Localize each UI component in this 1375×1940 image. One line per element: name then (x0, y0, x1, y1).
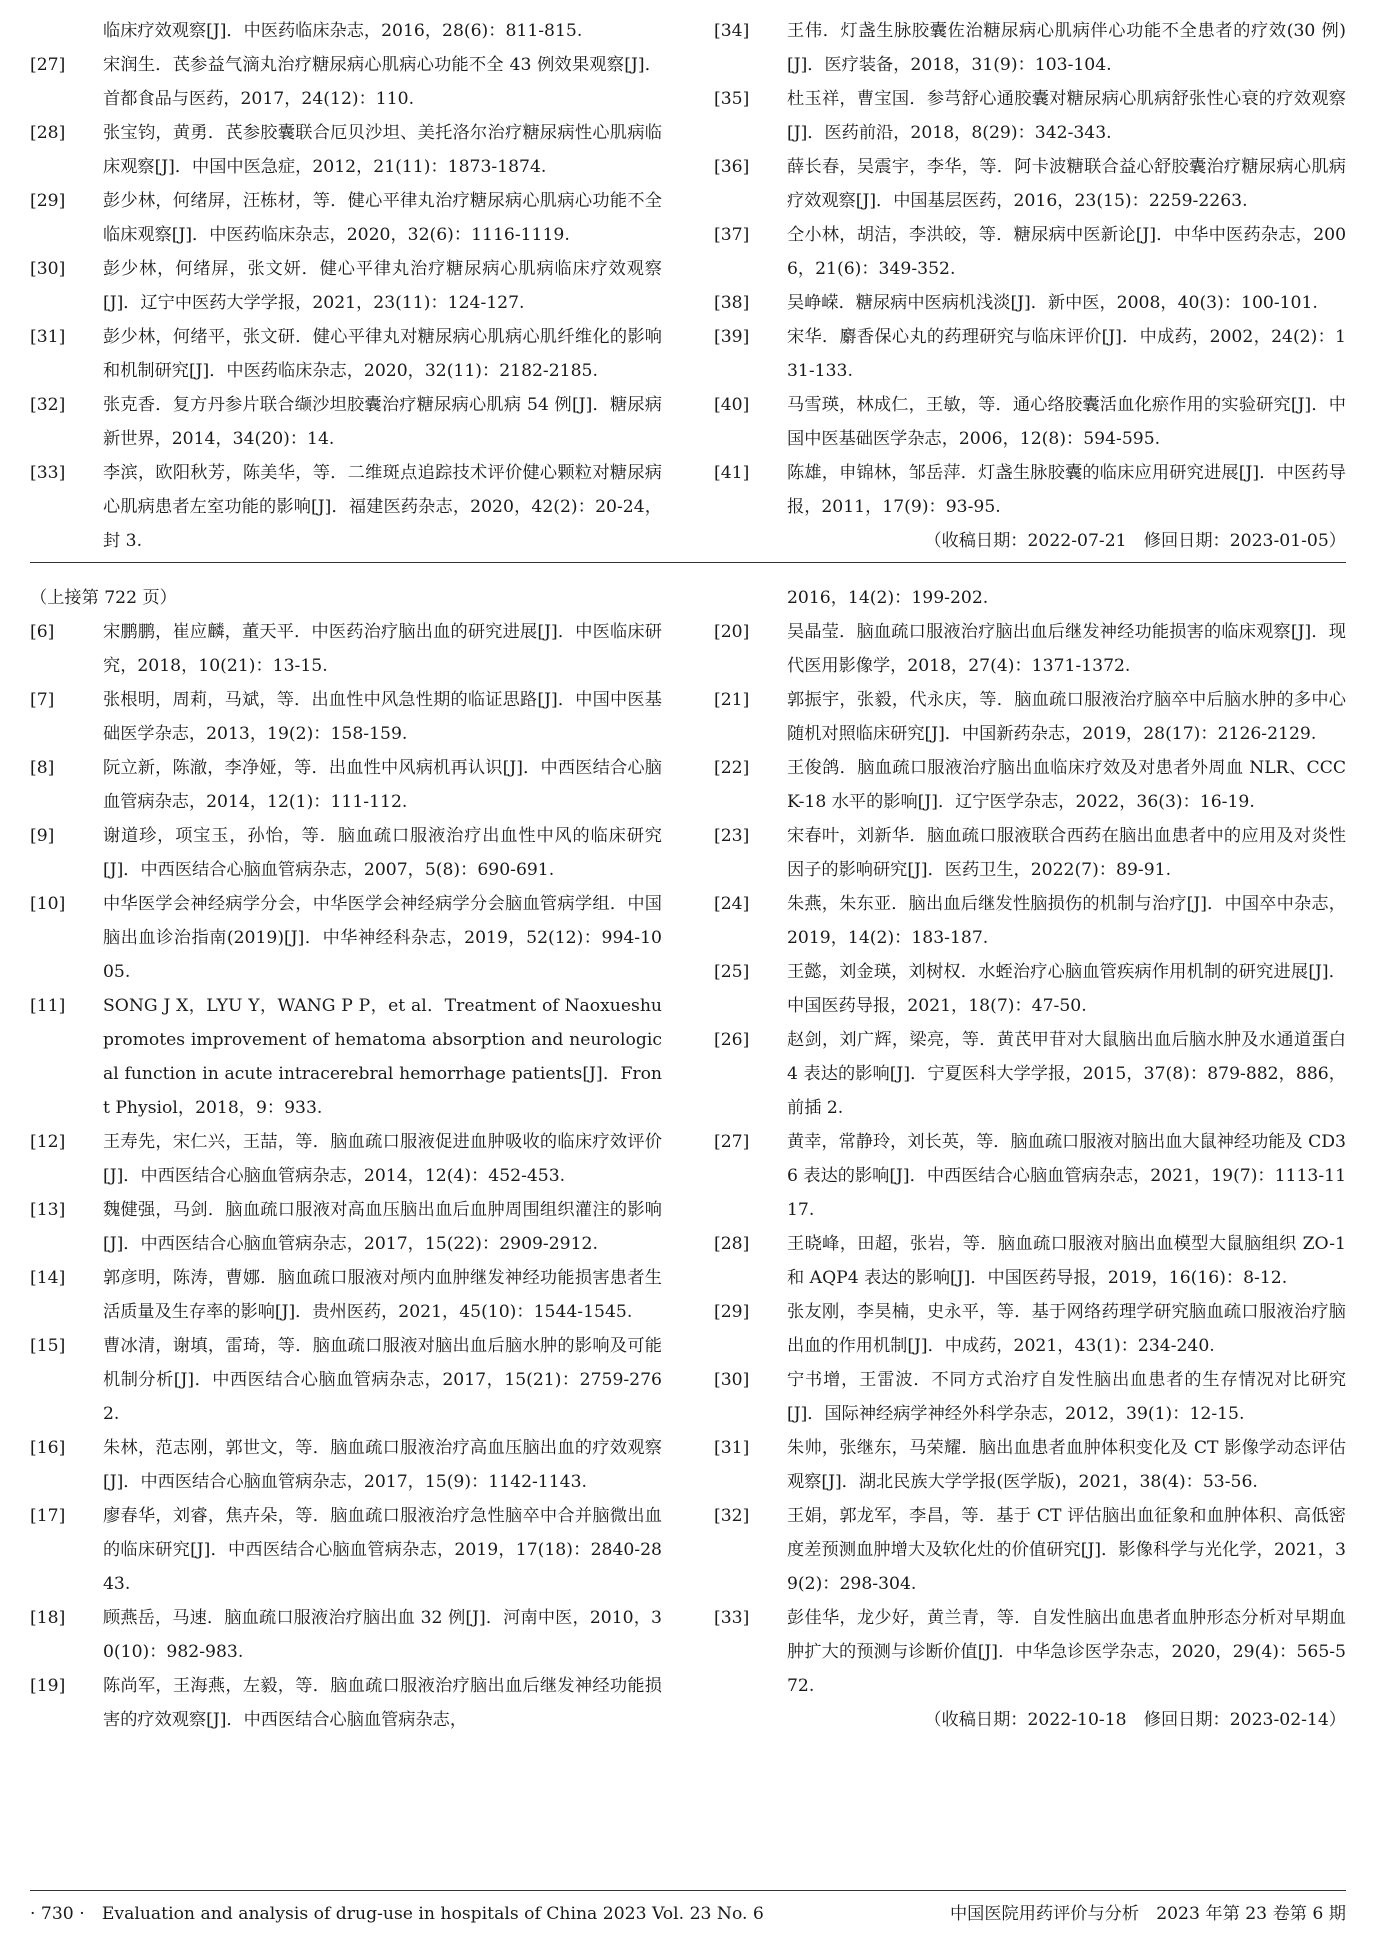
reference-number: [39] (714, 327, 750, 347)
reference-text: 朱帅，张继东，马荣耀．脑出血患者血肿体积变化及 CT 影像学动态评估观察[J]．湖北民族大学学报(医学版)，2021，38(4)：53-56. (787, 1438, 1346, 1492)
reference-item (30, 989, 662, 1125)
reference-number: [33] (30, 463, 66, 483)
reference-text: 王寿先，宋仁兴，王喆，等．脑血疏口服液促进血肿吸收的临床疗效评价[J]．中西医结合心脑血管病杂志，2014，12(4)：452-453. (103, 1132, 662, 1186)
reference-list (714, 14, 1346, 524)
reference-number: [19] (30, 1676, 66, 1696)
reference-text: 宋春叶，刘新华．脑血疏口服液联合西药在脑出血患者中的应用及对炎性因子的影响研究[J]．医药卫生，2022(7)：89-91. (787, 826, 1346, 880)
reference-number: [11] (30, 996, 66, 1016)
reference-number: [33] (714, 1608, 750, 1628)
reference-number: [20] (714, 622, 750, 642)
reference-text: 张克香．复方丹参片联合缬沙坦胶囊治疗糖尿病心肌病 54 例[J]．糖尿病新世界，2014，34(20)：14. (103, 395, 662, 449)
reference-text: 吴晶莹．脑血疏口服液治疗脑出血后继发神经功能损害的临床观察[J]．现代医用影像学，2018，27(4)：1371-1372. (787, 622, 1346, 676)
reference-item (30, 388, 662, 456)
reference-item (30, 48, 662, 116)
reference-text: 王伟．灯盏生脉胶囊佐治糖尿病心肌病伴心功能不全患者的疗效(30 例)[J]．医疗装备，2018，31(9)：103-104. (787, 21, 1346, 75)
reference-number: [32] (30, 395, 66, 415)
reference-number: [29] (30, 191, 66, 211)
reference-text: 彭佳华，龙少好，黄兰青，等．自发性脑出血患者血肿形态分析对早期血肿扩大的预测与诊断价值[J]．中华急诊医学杂志，2020，29(4)：565-572. (787, 1608, 1346, 1696)
reference-text: 郭振宇，张毅，代永庆，等．脑血疏口服液治疗脑卒中后脑水肿的多中心随机对照临床研究[J]．中国新药杂志，2019，28(17)：2126-2129. (787, 690, 1346, 744)
reference-text: 陈尚军，王海燕，左毅，等．脑血疏口服液治疗脑出血后继发神经功能损害的疗效观察[J]．中西医结合心脑血管病杂志， (103, 1676, 662, 1730)
reference-number: [23] (714, 826, 750, 846)
reference-list (30, 615, 662, 1737)
reference-number: [25] (714, 962, 750, 982)
reference-number: [27] (714, 1132, 750, 1152)
reference-text: 张友刚，李昊楠，史永平，等．基于网络药理学研究脑血疏口服液治疗脑出血的作用机制[J]．中成药，2021，43(1)：234-240. (787, 1302, 1346, 1356)
top-right-column (714, 14, 1346, 558)
reference-number: [41] (714, 463, 750, 483)
continued-reference-text: 2016，14(2)：199-202. (787, 588, 989, 608)
reference-number: [34] (714, 21, 750, 41)
reference-text: 宋鹏鹏，崔应麟，董天平．中医药治疗脑出血的研究进展[J]．中医临床研究，2018，10(21)：13-15. (103, 622, 662, 676)
reference-item (30, 819, 662, 887)
reference-text: 顾燕岳，马速．脑血疏口服液治疗脑出血 32 例[J]．河南中医，2010，30(10)：982-983. (103, 1608, 662, 1662)
reference-item (30, 751, 662, 819)
reference-item (30, 116, 662, 184)
reference-item (714, 286, 1346, 320)
reference-number: [36] (714, 157, 750, 177)
reference-number: [28] (30, 123, 66, 143)
reference-item (714, 1295, 1346, 1363)
reference-number: [30] (714, 1370, 750, 1390)
reference-number: [9] (30, 826, 55, 846)
reference-item (714, 1431, 1346, 1499)
reference-item (30, 683, 662, 751)
reference-number: [26] (714, 1030, 750, 1050)
reference-number: [24] (714, 894, 750, 914)
continued-from-note: （上接第 722 页） (30, 588, 177, 608)
reference-item (30, 1431, 662, 1499)
reference-number: [31] (714, 1438, 750, 1458)
reference-number: [30] (30, 259, 66, 279)
reference-item (714, 1601, 1346, 1703)
reference-item (30, 184, 662, 252)
reference-number: [27] (30, 55, 66, 75)
reference-number: [14] (30, 1268, 66, 1288)
reference-text: SONG J X，LYU Y，WANG P P，et al．Treatment of Naoxueshu promotes improvement of hematoma absorption and neurological function in acute intracerebral hemorrhage patients[J]．Front Physiol，2018，9：933. (103, 996, 662, 1118)
reference-item (714, 1227, 1346, 1295)
reference-item (714, 751, 1346, 819)
reference-text: 仝小林，胡洁，李洪皎，等．糖尿病中医新论[J]．中华中医药杂志，2006，21(6)：349-352. (787, 225, 1346, 279)
reference-text: 朱林，范志刚，郭世文，等．脑血疏口服液治疗高血压脑出血的疗效观察[J]．中西医结合心脑血管病杂志，2017，15(9)：1142-1143. (103, 1438, 662, 1492)
reference-item (30, 1329, 662, 1431)
reference-text: 谢道珍，项宝玉，孙怡，等．脑血疏口服液治疗出血性中风的临床研究[J]．中西医结合心脑血管病杂志，2007，5(8)：690-691. (103, 826, 662, 880)
reference-text: 宁书增，王雷波．不同方式治疗自发性脑出血患者的生存情况对比研究[J]．国际神经病学神经外科学杂志，2012，39(1)：12-15. (787, 1370, 1346, 1424)
reference-number: [6] (30, 622, 55, 642)
reference-number: [22] (714, 758, 750, 778)
reference-item (30, 887, 662, 989)
top-left-column (30, 14, 662, 558)
reference-text: 王晓峰，田超，张岩，等．脑血疏口服液对脑出血模型大鼠脑组织 ZO-1 和 AQP4 表达的影响[J]．中国医药导报，2019，16(16)：8-12. (787, 1234, 1346, 1288)
reference-number: [8] (30, 758, 55, 778)
reference-text: 张宝钧，黄勇．芪参胶囊联合厄贝沙坦、美托洛尔治疗糖尿病性心肌病临床观察[J]．中国中医急症，2012，21(11)：1873-1874. (103, 123, 662, 177)
reference-list (30, 48, 662, 558)
reference-item (714, 1125, 1346, 1227)
reference-item (30, 615, 662, 683)
reference-item (30, 1125, 662, 1193)
reference-item (714, 150, 1346, 218)
reference-text: 宋华．麝香保心丸的药理研究与临床评价[J]．中成药，2002，24(2)：131-133. (787, 327, 1346, 381)
reference-item (30, 252, 662, 320)
continued-reference-text: 临床疗效观察[J]．中医药临床杂志，2016，28(6)：811-815. (103, 21, 583, 41)
reference-text: 李滨，欧阳秋芳，陈美华，等．二维斑点追踪技术评价健心颗粒对糖尿病心肌病患者左室功能的影响[J]．福建医药杂志，2020，42(2)：20-24，封 3. (103, 463, 662, 551)
reference-text: 王娟，郭龙军，李昌，等．基于 CT 评估脑出血征象和血肿体积、高低密度差预测血肿增大及软化灶的价值研究[J]．影像科学与光化学，2021，39(2)：298-304. (787, 1506, 1346, 1594)
reference-text: 彭少林，何绪屏，张文妍．健心平律丸治疗糖尿病心肌病临床疗效观察[J]．辽宁中医药大学学报，2021，23(11)：124-127. (103, 259, 662, 313)
reference-text: 郭彦明，陈涛，曹娜．脑血疏口服液对颅内血肿继发神经功能损害患者生活质量及生存率的影响[J]．贵州医药，2021，45(10)：1544-1545. (103, 1268, 662, 1322)
reference-item (714, 1499, 1346, 1601)
received-revised-dates: （收稿日期：2022-10-18 修回日期：2023-02-14） (924, 1710, 1346, 1730)
reference-text: 彭少林，何绪屏，汪栋材，等．健心平律丸治疗糖尿病心肌病心功能不全临床观察[J]．中医药临床杂志，2020，32(6)：1116-1119. (103, 191, 662, 245)
reference-text: 赵剑，刘广辉，梁亮，等．黄芪甲苷对大鼠脑出血后脑水肿及水通道蛋白 4 表达的影响[J]．宁夏医科大学学报，2015，37(8)：879-882，886，前插 2. (787, 1030, 1346, 1118)
reference-item (714, 955, 1346, 1023)
reference-text: 阮立新，陈澈，李净娅，等．出血性中风病机再认识[J]．中西医结合心脑血管病杂志，2014，12(1)：111-112. (103, 758, 662, 812)
bottom-left-column (30, 581, 662, 1737)
reference-text: 马雪瑛，林成仁，王敏，等．通心络胶囊活血化瘀作用的实验研究[J]．中国中医基础医学杂志，2006，12(8)：594-595. (787, 395, 1346, 449)
reference-item (714, 320, 1346, 388)
reference-text: 魏健强，马剑．脑血疏口服液对高血压脑出血后血肿周围组织灌注的影响[J]．中西医结合心脑血管病杂志，2017，15(22)：2909-2912. (103, 1200, 662, 1254)
reference-text: 薛长春，吴震宇，李华，等．阿卡波糖联合益心舒胶囊治疗糖尿病心肌病疗效观察[J]．中国基层医药，2016，23(15)：2259-2263. (787, 157, 1346, 211)
reference-number: [29] (714, 1302, 750, 1322)
footer-right: 中国医院用药评价与分析 2023 年第 23 卷第 6 期 (949, 1904, 1346, 1924)
received-revised-dates: （收稿日期：2022-07-21 修回日期：2023-01-05） (924, 531, 1346, 551)
reference-number: [32] (714, 1506, 750, 1526)
reference-number: [28] (714, 1234, 750, 1254)
reference-text: 黄幸，常静玲，刘长英，等．脑血疏口服液对脑出血大鼠神经功能及 CD36 表达的影响[J]．中西医结合心脑血管病杂志，2021，19(7)：1113-1117. (787, 1132, 1347, 1220)
reference-text: 中华医学会神经病学分会，中华医学会神经病学分会脑血管病学组．中国脑出血诊治指南(2019)[J]．中华神经科杂志，2019，52(12)：994-1005. (103, 894, 662, 982)
reference-number: [31] (30, 327, 66, 347)
reference-item (30, 1601, 662, 1669)
reference-number: [18] (30, 1608, 66, 1628)
reference-number: [15] (30, 1336, 66, 1356)
reference-text: 廖春华，刘睿，焦卉朵，等．脑血疏口服液治疗急性脑卒中合并脑微出血的临床研究[J]．中西医结合心脑血管病杂志，2019，17(18)：2840-2843. (103, 1506, 662, 1594)
reference-text: 吴峥嵘．糖尿病中医病机浅淡[J]．新中医，2008，40(3)：100-101. (787, 293, 1318, 313)
reference-number: [10] (30, 894, 66, 914)
reference-number: [21] (714, 690, 750, 710)
reference-text: 朱燕，朱东亚．脑出血后继发性脑损伤的机制与治疗[J]．中国卒中杂志，2019，14(2)：183-187. (787, 894, 1346, 948)
reference-item (30, 456, 662, 558)
reference-item (714, 82, 1346, 150)
reference-item (714, 887, 1346, 955)
reference-item (714, 1023, 1346, 1125)
reference-item (30, 1669, 662, 1737)
reference-number: [35] (714, 89, 750, 109)
reference-item (714, 1363, 1346, 1431)
reference-item (714, 683, 1346, 751)
article-separator (30, 562, 1346, 563)
reference-item (714, 615, 1346, 683)
reference-number: [16] (30, 1438, 66, 1458)
reference-item (714, 218, 1346, 286)
reference-item (30, 320, 662, 388)
reference-number: [38] (714, 293, 750, 313)
reference-text: 张根明，周莉，马斌，等．出血性中风急性期的临证思路[J]．中国中医基础医学杂志，2013，19(2)：158-159. (103, 690, 662, 744)
footer-left: · 730 · Evaluation and analysis of drug-use in hospitals of China 2023 Vol. 23 No. 6 (30, 1904, 764, 1924)
reference-number: [7] (30, 690, 55, 710)
reference-text: 曹冰清，谢填，雷琦，等．脑血疏口服液对脑出血后脑水肿的影响及可能机制分析[J]．中西医结合心脑血管病杂志，2017，15(21)：2759-2762. (103, 1336, 662, 1424)
reference-number: [12] (30, 1132, 66, 1152)
reference-list (714, 615, 1346, 1703)
reference-text: 杜玉祥，曹宝国．参芎舒心通胶囊对糖尿病心肌病舒张性心衰的疗效观察[J]．医药前沿，2018，8(29)：342-343. (787, 89, 1346, 143)
reference-item (30, 1261, 662, 1329)
reference-item (30, 1499, 662, 1601)
reference-number: [37] (714, 225, 750, 245)
bottom-right-column (714, 581, 1346, 1737)
reference-text: 王懿，刘金瑛，刘树权．水蛭治疗心脑血管疾病作用机制的研究进展[J]．中国医药导报，2021，18(7)：47-50. (787, 962, 1346, 1016)
reference-number: [13] (30, 1200, 66, 1220)
reference-text: 王俊鸽．脑血疏口服液治疗脑出血临床疗效及对患者外周血 NLR、CCCK-18 水平的影响[J]．辽宁医学杂志，2022，36(3)：16-19. (787, 758, 1346, 812)
reference-text: 彭少林，何绪平，张文研．健心平律丸对糖尿病心肌病心肌纤维化的影响和机制研究[J]．中医药临床杂志，2020，32(11)：2182-2185. (103, 327, 662, 381)
reference-number: [40] (714, 395, 750, 415)
reference-text: 陈雄，申锦林，邹岳萍．灯盏生脉胶囊的临床应用研究进展[J]．中医药导报，2011，17(9)：93-95. (787, 463, 1346, 517)
reference-item (714, 456, 1346, 524)
reference-item (714, 388, 1346, 456)
reference-item (30, 1193, 662, 1261)
footer-rule (30, 1890, 1346, 1891)
reference-item (714, 819, 1346, 887)
reference-item (714, 14, 1346, 82)
reference-text: 宋润生．芪参益气滴丸治疗糖尿病心肌病心功能不全 43 例效果观察[J]．首都食品与医药，2017，24(12)：110. (103, 55, 662, 109)
reference-number: [17] (30, 1506, 66, 1526)
